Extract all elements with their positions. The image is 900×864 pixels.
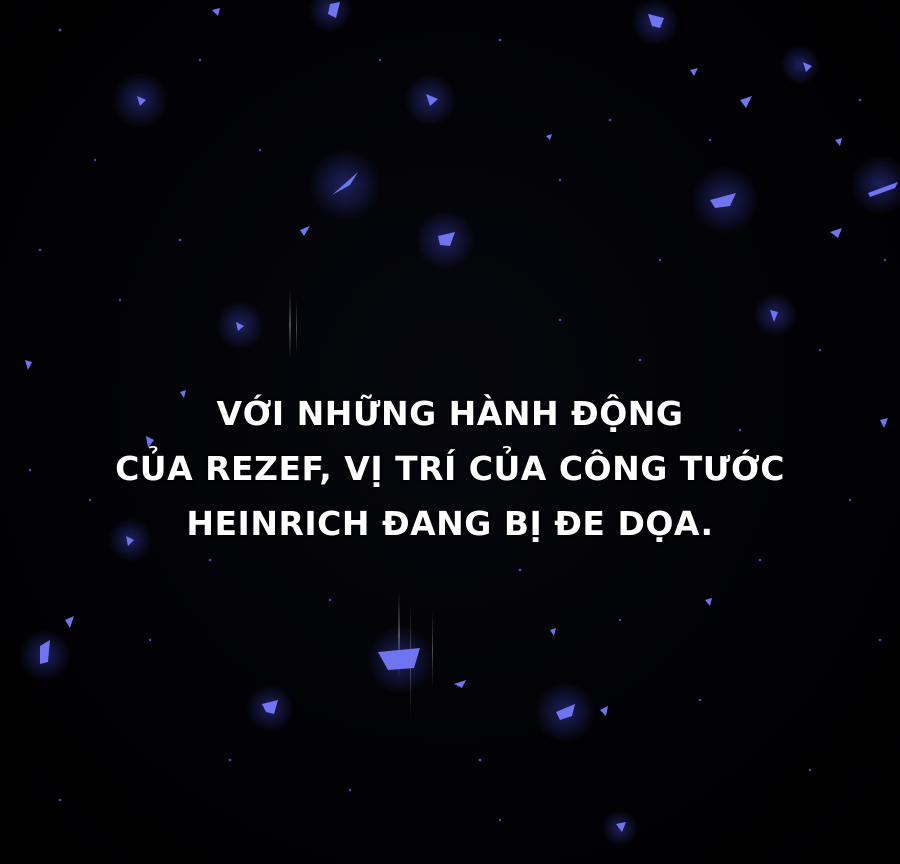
caption-line-2: CỦA REZEF, VỊ TRÍ CỦA CÔNG TƯỚC bbox=[115, 449, 785, 488]
caption-line-3: HEINRICH ĐANG BỊ ĐE DỌA. bbox=[186, 504, 714, 543]
story-caption bbox=[0, 386, 900, 551]
caption-line-1: VỚI NHỮNG HÀNH ĐỘNG bbox=[216, 394, 684, 433]
